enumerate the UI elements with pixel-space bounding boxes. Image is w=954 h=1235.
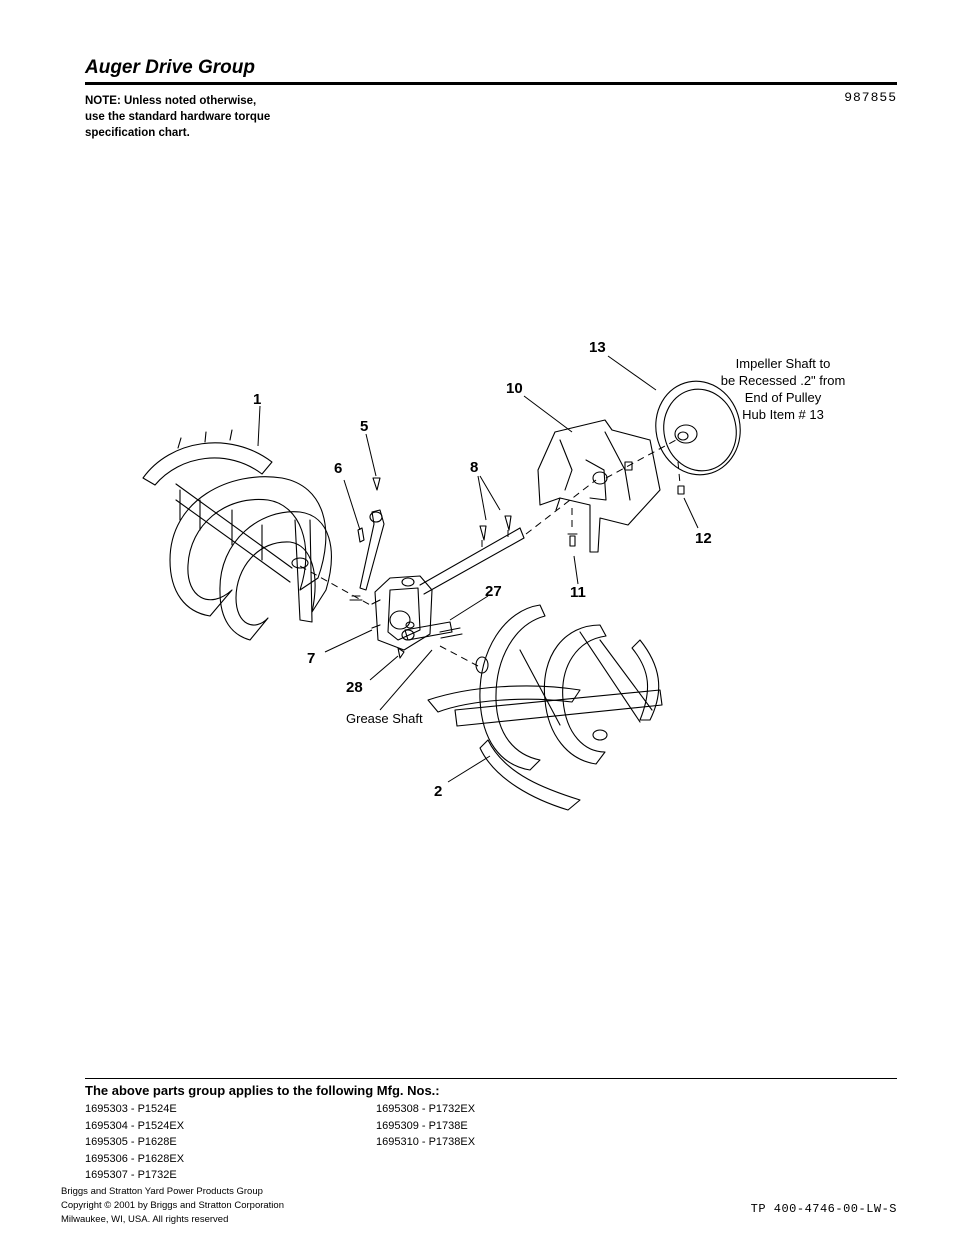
doc-number: 987855 (844, 90, 897, 105)
tp-number: TP 400-4746-00-LW-S (750, 1202, 897, 1216)
impeller-note-line: be Recessed .2" from (720, 373, 846, 388)
impeller-note-line: End of Pulley (744, 390, 822, 405)
note-line: specification chart. (85, 127, 190, 139)
bolt-11 (568, 534, 577, 546)
page-title: Auger Drive Group (85, 57, 255, 78)
copyright-line: Milwaukee, WI, USA. All rights reserved (61, 1214, 229, 1225)
mfg-list-left (85, 1101, 184, 1184)
mfg-item: 1695303 - P1524E (85, 1103, 177, 1115)
auger-left (143, 430, 331, 640)
mfg-item: 1695306 - P1628EX (85, 1152, 185, 1165)
callout-2: 2 (434, 783, 443, 800)
impeller-note (721, 356, 846, 422)
mfg-item: 1695309 - P1738E (376, 1119, 468, 1132)
impeller-shaft (398, 516, 524, 658)
impeller-note-line: Impeller Shaft to (735, 356, 831, 371)
mfg-item: 1695307 - P1732E (85, 1169, 177, 1181)
callout-28: 28 (346, 679, 363, 696)
mfg-list-right (376, 1101, 475, 1151)
linkage (350, 478, 384, 600)
callout-8: 8 (470, 459, 479, 476)
callout-13: 13 (589, 339, 606, 356)
mfg-item: 1695308 - P1732EX (376, 1103, 476, 1115)
callout-5: 5 (360, 418, 369, 435)
copyright-line: Briggs and Stratton Yard Power Products Group (61, 1186, 263, 1197)
callout-6: 6 (334, 460, 343, 477)
callout-11: 11 (570, 584, 586, 601)
impeller-housing (538, 420, 660, 552)
copyright-block (61, 1185, 284, 1227)
callout-12: 12 (695, 530, 712, 547)
mfg-item: 1695310 - P1738EX (376, 1136, 476, 1148)
note-line: use the standard hardware torque (85, 111, 271, 123)
assembly-lines (300, 440, 680, 666)
applies-heading: The above parts group applies to the following Mfg. Nos.: (85, 1083, 440, 1098)
footer-rule (85, 1078, 897, 1079)
note-line: NOTE: Unless noted otherwise, (85, 95, 257, 107)
leader-lines (258, 356, 698, 782)
callout-27: 27 (485, 583, 502, 600)
callout-1: 1 (253, 391, 262, 408)
auger-right (428, 605, 662, 810)
bolt-12 (678, 486, 684, 494)
mfg-item: 1695304 - P1524EX (85, 1119, 185, 1132)
impeller-note-line: Hub Item # 13 (742, 407, 824, 422)
grease-shaft-label: Grease Shaft (346, 711, 423, 726)
copyright-line: Copyright © 2001 by Briggs and Stratton Corporation (61, 1200, 284, 1211)
mfg-item: 1695305 - P1628E (85, 1136, 177, 1148)
callout-7: 7 (307, 650, 316, 667)
pulley (647, 373, 749, 482)
gearbox (372, 576, 432, 650)
callout-10: 10 (506, 380, 523, 397)
